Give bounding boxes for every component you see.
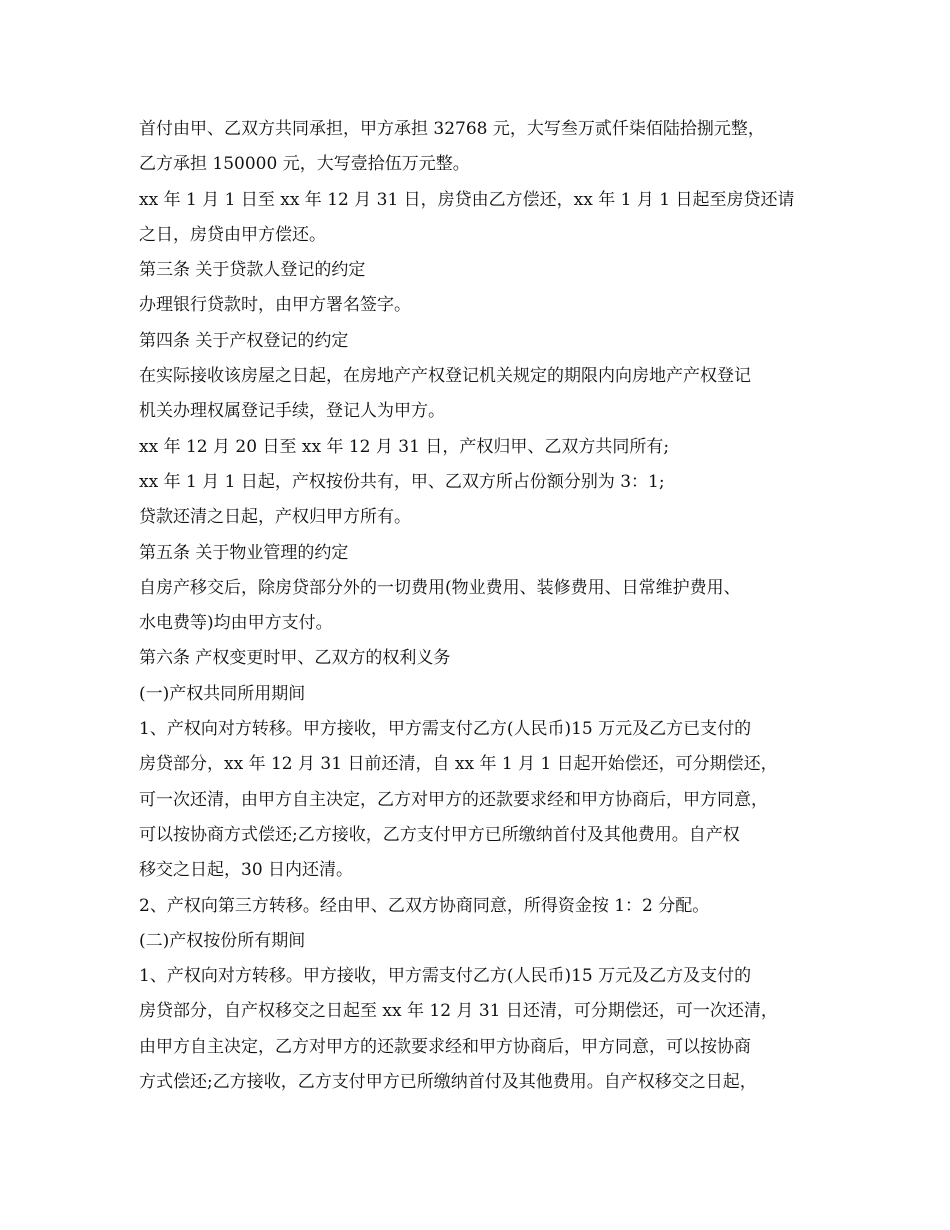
text-line: 由甲方自主决定，乙方对甲方的还款要求经和甲方协商后，甲方同意，可以按协商 xyxy=(139,1036,751,1057)
text-line: 可以按协商方式偿还;乙方接收，乙方支付甲方已所缴纳首付及其他费用。自产权 xyxy=(139,824,740,845)
section-heading: 第三条 关于贷款人登记的约定 xyxy=(139,260,366,281)
subsection-heading: (一)产权共同所用期间 xyxy=(139,683,306,704)
text-line: 水电费等)均由甲方支付。 xyxy=(139,613,333,634)
text-line: 自房产移交后，除房贷部分外的一切费用(物业费用、装修费用、日常维护费用、 xyxy=(139,577,741,598)
section-heading: 第五条 关于物业管理的约定 xyxy=(139,542,349,563)
text-line: 1、产权向对方转移。甲方接收，甲方需支付乙方(人民币)15 万元及乙方已支付的 xyxy=(139,719,752,740)
text-line: 方式偿还;乙方接收，乙方支付甲方已所缴纳首付及其他费用。自产权移交之日起， xyxy=(139,1072,757,1093)
text-line: 可一次还清，由甲方自主决定，乙方对甲方的还款要求经和甲方协商后，甲方同意， xyxy=(139,789,768,810)
text-line: 乙方承担 150000 元，大写壹拾伍万元整。 xyxy=(139,154,470,175)
text-line: 首付由甲、乙双方共同承担，甲方承担 32768 元，大写叁万贰仟柒佰陆拾捌元整， xyxy=(139,119,765,139)
text-line: 移交之日起，30 日内还清。 xyxy=(139,860,354,881)
text-line: 2、产权向第三方转移。经由甲、乙双方协商同意，所得资金按 1：2 分配。 xyxy=(139,895,710,916)
text-line: 机关办理权属登记手续，登记人为甲方。 xyxy=(139,401,445,422)
text-line: xx 年 12 月 20 日至 xx 年 12 月 31 日，产权归甲、乙双方共同所有; xyxy=(139,436,670,457)
section-heading: 第四条 关于产权登记的约定 xyxy=(139,330,349,351)
text-line: 房贷部分，xx 年 12 月 31 日前还清，自 xx 年 1 月 1 日起开始偿还，可分期偿还， xyxy=(139,754,778,775)
text-line: 房贷部分，自产权移交之日起至 xx 年 12 月 31 日还清，可分期偿还，可一次还清， xyxy=(139,1001,778,1022)
text-line: 贷款还清之日起，产权归甲方所有。 xyxy=(139,507,411,528)
text-line: 办理银行贷款时，由甲方署名签字。 xyxy=(139,295,411,316)
section-heading: 第六条 产权变更时甲、乙双方的权利义务 xyxy=(139,648,451,669)
text-line: xx 年 1 月 1 日起，产权按份共有，甲、乙双方所占份额分别为 3：1; xyxy=(139,471,665,492)
subsection-heading: (二)产权按份所有期间 xyxy=(139,930,306,951)
text-line: 之日，房贷由甲方偿还。 xyxy=(139,224,326,245)
text-line: 在实际接收该房屋之日起，在房地产产权登记机关规定的期限内向房地产产权登记 xyxy=(139,366,751,387)
text-line: xx 年 1 月 1 日至 xx 年 12 月 31 日，房贷由乙方偿还，xx 年 1 月 1 日起至房贷还请 xyxy=(139,189,795,210)
document-page xyxy=(139,112,839,1100)
text-line: 1、产权向对方转移。甲方接收，甲方需支付乙方(人民币)15 万元及乙方及支付的 xyxy=(139,966,752,987)
